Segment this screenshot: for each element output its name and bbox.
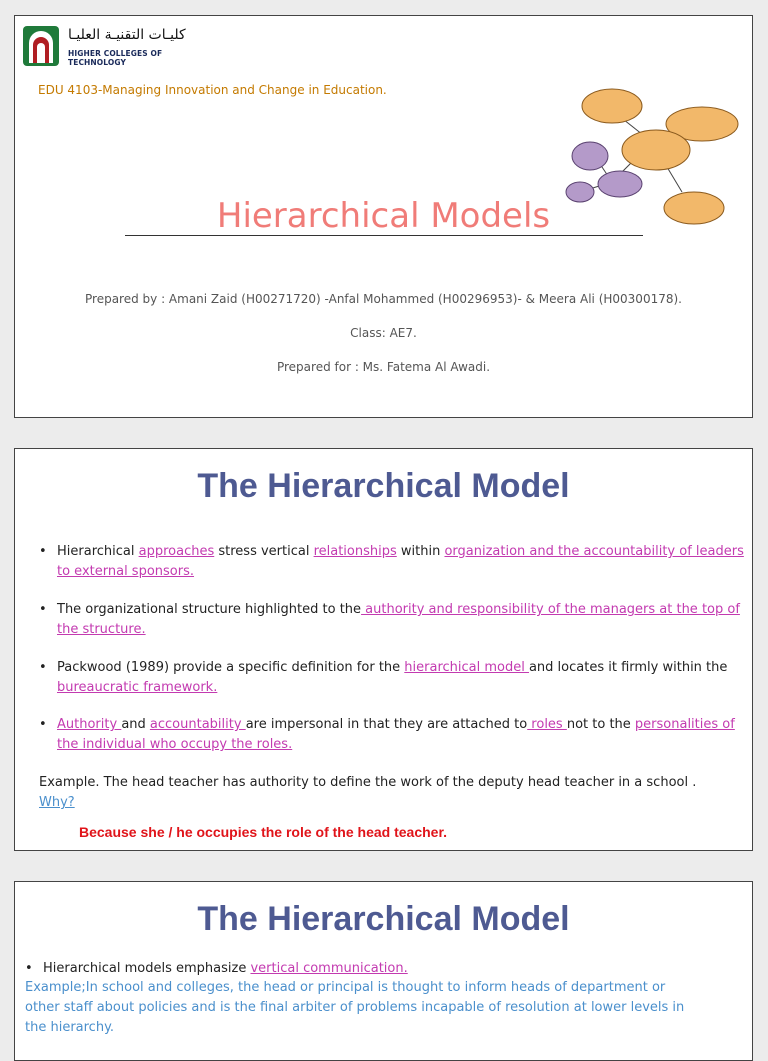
- slide-heading: The Hierarchical Model: [197, 467, 570, 505]
- link-relationships[interactable]: relationships: [313, 544, 397, 559]
- logo-english-text: HIGHER COLLEGES OF TECHNOLOGY: [68, 49, 163, 67]
- link-organization[interactable]: organization and the accountability of leaders to external sponsors.: [57, 544, 744, 579]
- slide-title: Hierarchical Models: [216, 196, 551, 236]
- hct-logo: [22, 25, 212, 70]
- link-accountability[interactable]: accountability: [149, 717, 246, 732]
- prepared-by: Prepared by : Amani Zaid (H00271720) -Anfal Mohammed (H00296953)- & Meera Ali (H00300178).: [85, 292, 682, 306]
- bullet-1: • Hierarchical approaches stress vertical relationships within organization and the accountability of leaders to external sponsors.: [39, 544, 744, 579]
- link-bureaucratic-framework[interactable]: bureaucratic framework.: [57, 680, 218, 695]
- bullet-4: • Authority and accountability are impersonal in that they are attached to roles not to the personalities of the individual who occupy the roles.: [39, 717, 735, 752]
- prepared-for: Prepared for : Ms. Fatema Al Awadi.: [276, 360, 491, 374]
- link-authority-responsibility[interactable]: authority and responsibility of the managers at the top of the structure.: [57, 602, 740, 637]
- bullet-2: • The organizational structure highlighted to the authority and responsibility of the managers at the top of the structure.: [39, 602, 740, 637]
- bullet-1: • Hierarchical models emphasize vertical communication.: [25, 961, 408, 976]
- content-slide-1: [14, 448, 753, 851]
- link-approaches[interactable]: approaches: [138, 544, 215, 559]
- title-underline: [125, 235, 643, 236]
- course-title: EDU 4103-Managing Innovation and Change in Education.: [38, 83, 387, 97]
- link-personalities[interactable]: personalities of the individual who occupy the roles.: [57, 717, 735, 752]
- link-authority[interactable]: Authority: [57, 717, 122, 732]
- slide-heading: The Hierarchical Model: [197, 900, 570, 938]
- link-hierarchical-model[interactable]: hierarchical model: [404, 660, 529, 675]
- example-text: Example. The head teacher has authority to define the work of the deputy head teacher in a school . Why?: [39, 775, 697, 810]
- link-vertical-communication[interactable]: vertical communication.: [250, 961, 408, 976]
- bullet-3: • Packwood (1989) provide a specific definition for the hierarchical model and locates it firmly within the bureaucratic framework.: [39, 660, 728, 695]
- logo-arabic-text: كليـات التقنيـة العليـا: [68, 27, 186, 43]
- class-label: Class: AE7.: [350, 326, 417, 340]
- answer-text: Because she / he occupies the role of the head teacher.: [79, 824, 448, 840]
- title-slide: [14, 15, 753, 418]
- example-text: Example;In school and colleges, the head or principal is thought to inform heads of department or other staff about policies and is the final arbiter of problems incapable of resolution at lower levels in the hierarchy.: [25, 980, 685, 1035]
- hct-logo-icon: [22, 25, 60, 67]
- link-roles[interactable]: roles: [527, 717, 567, 732]
- link-why[interactable]: Why?: [39, 795, 75, 810]
- content-slide-2: [14, 881, 753, 1061]
